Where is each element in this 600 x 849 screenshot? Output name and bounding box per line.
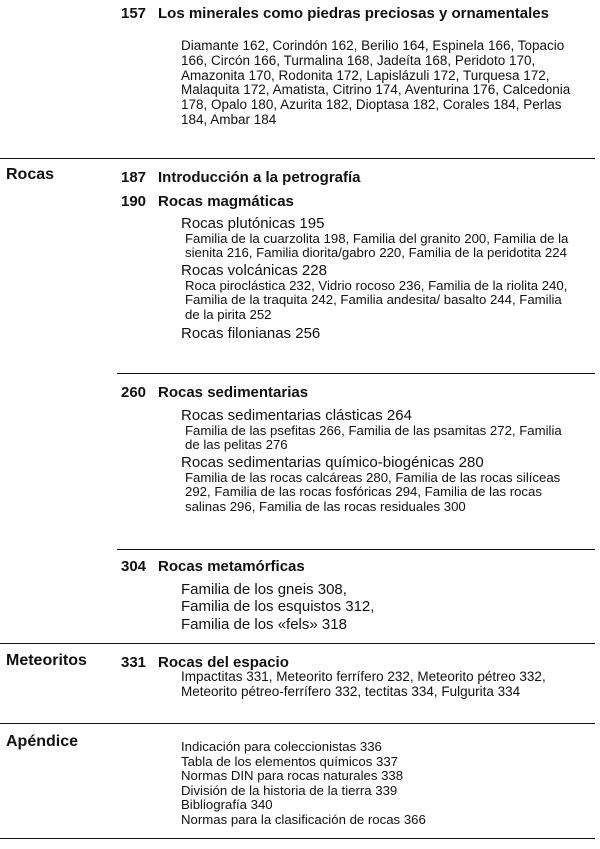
subsection-filonianas[interactable]: Rocas filonianas 256 — [181, 325, 321, 343]
page-number: 190 — [121, 193, 147, 210]
list-item[interactable]: Normas DIN para rocas naturales 338 — [181, 768, 404, 784]
toc-entry-metamorficas[interactable] — [121, 559, 592, 574]
list-item: Familia de los esquistos 312, — [181, 598, 375, 616]
page-number: 187 — [121, 169, 147, 186]
list-item[interactable]: Normas para la clasificación de rocas 366 — [181, 811, 426, 827]
list-item[interactable]: Bibliografía 340 — [181, 797, 273, 813]
meteoritos-items: Impactitas 331, Meteorito ferrífero 232, Meteorito pétreo 332, Meteorito pétreo-ferrífero 332, tectitas 334, Fulgurita 334 — [181, 669, 546, 699]
metamorficas-items — [181, 581, 578, 633]
divider — [0, 838, 595, 839]
toc-entry-petrografia[interactable] — [121, 170, 592, 185]
quimicas-items: Familia de las rocas calcáreas 280, Familia de las rocas silíceas 292, Familia de las rocas fosfóricas 294, Familia de las rocas salinas 296, Familia de las rocas residuales 300 — [185, 469, 561, 514]
apendice-list — [181, 740, 578, 828]
part-label-meteoritos: Meteoritos — [6, 652, 87, 669]
clasticas-items: Familia de las psefitas 266, Familia de las psamitas 272, Familia de las pelitas 276 — [185, 423, 562, 453]
section-title: Rocas del espacio — [158, 654, 289, 671]
part-label-apendice: Apéndice — [6, 733, 79, 750]
volcanicas-items: Roca piroclástica 232, Vidrio rocoso 236, Familia de la riolita 240, Familia de la traquita 242, Familia andesita/ basalto 244, Familia de la pirita 252 — [185, 277, 568, 322]
page-number: 331 — [121, 654, 147, 671]
list-item[interactable]: Tabla de los elementos químicos 337 — [181, 753, 398, 769]
part-label-rocas: Rocas — [6, 166, 55, 183]
subsection-clasticas[interactable]: Rocas sedimentarias clásticas 264 — [181, 407, 412, 424]
divider — [117, 373, 595, 374]
divider — [117, 549, 595, 550]
divider — [0, 643, 595, 644]
toc-entry-espacio[interactable] — [121, 655, 592, 670]
subsection-quimicas[interactable]: Rocas sedimentarias químico-biogénicas 280 — [181, 453, 484, 471]
section-title: Introducción a la petrografía — [158, 169, 361, 186]
section-title: Rocas metamórficas — [158, 558, 305, 575]
divider — [0, 158, 595, 159]
page-number: 157 — [121, 5, 147, 22]
page-number: 304 — [121, 558, 147, 575]
section-title: Rocas sedimentarias — [158, 384, 309, 401]
toc-entry-magmaticas[interactable] — [121, 194, 592, 209]
section-title: Los minerales como piedras preciosas y ornamentales — [158, 5, 549, 22]
list-item: Familia de los gneis 308, — [181, 581, 347, 598]
minerales-items: Diamante 162, Corindón 162, Berilio 164, Espinela 166, Topacio 166, Circón 166, Turmalina 168, Jadeíta 168, Peridoto 170, Amazonita 170, Rodonita 172, Lapislázuli 172, Turquesa 172, Malaquita 172, Amatista, Citrino 174, Aventurina 176, Calcedonia 178, Opalo 180, Azurita 182, Dioptasa 182, Corales 184, Perlas 184, Ambar 184 — [181, 38, 571, 127]
plutonicas-items: Familia de la cuarzolita 198, Familia del granito 200, Familia de la sienita 216, Familia diorita/gabro 220, Familia de la peridotita 224 — [185, 231, 569, 261]
divider — [0, 723, 595, 724]
subsection-volcanicas[interactable]: Rocas volcánicas 228 — [181, 261, 327, 279]
sedimentarias-block — [181, 408, 578, 514]
page-number: 260 — [121, 384, 147, 401]
list-item[interactable]: Indicación para coleccionistas 336 — [181, 739, 382, 754]
toc-entry-minerales[interactable] — [121, 6, 592, 21]
list-item: Familia de los «fels» 318 — [181, 615, 347, 633]
subsection-plutonicas[interactable]: Rocas plutónicas 195 — [181, 215, 325, 232]
magmaticas-block — [181, 216, 578, 342]
list-item[interactable]: División de la historia de la tierra 339 — [181, 782, 398, 798]
toc-entry-sedimentarias[interactable] — [121, 385, 592, 400]
section-title: Rocas magmáticas — [158, 193, 294, 210]
